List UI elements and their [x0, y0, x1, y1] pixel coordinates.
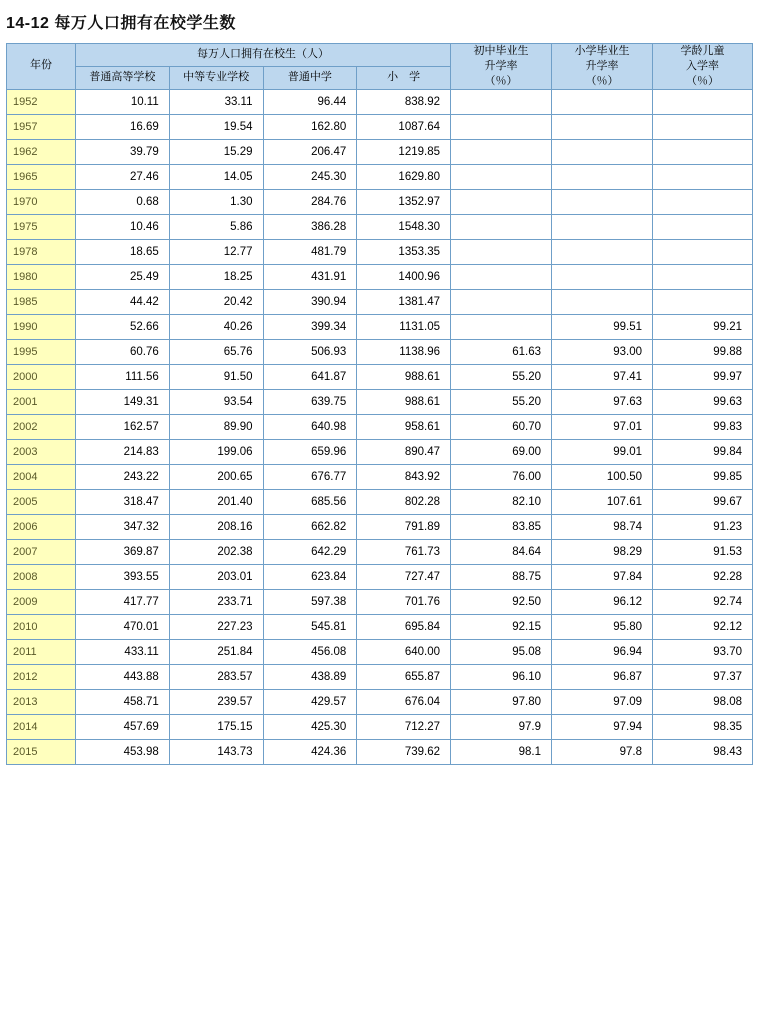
table-row	[7, 164, 753, 189]
cell-c1: 60.76	[76, 339, 170, 364]
primary-promotion-rate-line2: 升学率	[585, 59, 619, 72]
cell-c7: 97.37	[653, 664, 753, 689]
cell-c3: 545.81	[263, 614, 357, 639]
cell-c7	[653, 139, 753, 164]
cell-c3: 284.76	[263, 189, 357, 214]
cell-c1: 433.11	[76, 639, 170, 664]
cell-c4: 1138.96	[357, 339, 451, 364]
cell-c1: 214.83	[76, 439, 170, 464]
table-row	[7, 289, 753, 314]
cell-c3: 662.82	[263, 514, 357, 539]
cell-c5: 84.64	[451, 539, 552, 564]
cell-c7: 99.84	[653, 439, 753, 464]
cell-c4: 1352.97	[357, 189, 451, 214]
cell-c6: 97.41	[552, 364, 653, 389]
table-row	[7, 639, 753, 664]
cell-c6	[552, 189, 653, 214]
cell-year: 1990	[7, 314, 76, 339]
cell-c4: 712.27	[357, 714, 451, 739]
cell-c7	[653, 289, 753, 314]
cell-c2: 65.76	[169, 339, 263, 364]
cell-c6: 97.09	[552, 689, 653, 714]
cell-c7: 98.43	[653, 739, 753, 764]
cell-c1: 458.71	[76, 689, 170, 714]
column-header-regular-higher-education: 普通高等学校	[76, 66, 170, 89]
cell-c6: 98.74	[552, 514, 653, 539]
cell-c6	[552, 264, 653, 289]
cell-c4: 1548.30	[357, 214, 451, 239]
cell-c3: 386.28	[263, 214, 357, 239]
cell-c2: 201.40	[169, 489, 263, 514]
cell-c3: 641.87	[263, 364, 357, 389]
cell-c5: 55.20	[451, 364, 552, 389]
cell-c5: 76.00	[451, 464, 552, 489]
cell-c6: 99.51	[552, 314, 653, 339]
cell-c7: 99.83	[653, 414, 753, 439]
cell-c1: 0.68	[76, 189, 170, 214]
cell-c1: 44.42	[76, 289, 170, 314]
table-row	[7, 139, 753, 164]
cell-c1: 347.32	[76, 514, 170, 539]
table-body	[7, 89, 753, 764]
cell-c6	[552, 114, 653, 139]
cell-c2: 33.11	[169, 89, 263, 114]
table-row	[7, 364, 753, 389]
cell-c6: 97.8	[552, 739, 653, 764]
cell-c1: 149.31	[76, 389, 170, 414]
table-row	[7, 689, 753, 714]
cell-year: 2015	[7, 739, 76, 764]
cell-c3: 431.91	[263, 264, 357, 289]
cell-c3: 659.96	[263, 439, 357, 464]
cell-c2: 14.05	[169, 164, 263, 189]
cell-c4: 727.47	[357, 564, 451, 589]
table-row	[7, 539, 753, 564]
cell-c4: 761.73	[357, 539, 451, 564]
cell-c5: 97.9	[451, 714, 552, 739]
cell-c1: 25.49	[76, 264, 170, 289]
cell-c2: 18.25	[169, 264, 263, 289]
cell-c3: 162.80	[263, 114, 357, 139]
cell-c6: 96.94	[552, 639, 653, 664]
cell-c1: 369.87	[76, 539, 170, 564]
table-row	[7, 339, 753, 364]
cell-c1: 318.47	[76, 489, 170, 514]
cell-c3: 96.44	[263, 89, 357, 114]
statistics-table	[6, 43, 753, 765]
cell-c3: 623.84	[263, 564, 357, 589]
cell-c7	[653, 164, 753, 189]
cell-year: 1975	[7, 214, 76, 239]
cell-c3: 206.47	[263, 139, 357, 164]
cell-c5: 98.1	[451, 739, 552, 764]
column-header-school-age-enrollment-rate	[653, 44, 753, 90]
cell-c6: 98.29	[552, 539, 653, 564]
cell-c5	[451, 239, 552, 264]
enrollment-rate-line2: 入学率	[686, 59, 719, 72]
cell-c7: 92.12	[653, 614, 753, 639]
cell-c6	[552, 139, 653, 164]
cell-c1: 453.98	[76, 739, 170, 764]
cell-c7: 92.74	[653, 589, 753, 614]
cell-c7	[653, 239, 753, 264]
cell-c2: 12.77	[169, 239, 263, 264]
primary-promotion-rate-line1: 小学毕业生	[574, 45, 630, 57]
cell-c1: 39.79	[76, 139, 170, 164]
cell-c7: 99.85	[653, 464, 753, 489]
cell-c6	[552, 164, 653, 189]
cell-c3: 424.36	[263, 739, 357, 764]
cell-c6: 97.01	[552, 414, 653, 439]
table-row	[7, 264, 753, 289]
cell-c1: 10.46	[76, 214, 170, 239]
cell-c2: 199.06	[169, 439, 263, 464]
cell-c7: 91.53	[653, 539, 753, 564]
cell-c3: 642.29	[263, 539, 357, 564]
cell-c4: 1381.47	[357, 289, 451, 314]
cell-c4: 1629.80	[357, 164, 451, 189]
table-row	[7, 664, 753, 689]
cell-c2: 20.42	[169, 289, 263, 314]
cell-c2: 239.57	[169, 689, 263, 714]
cell-year: 1965	[7, 164, 76, 189]
cell-c4: 958.61	[357, 414, 451, 439]
cell-c4: 838.92	[357, 89, 451, 114]
cell-c7: 91.23	[653, 514, 753, 539]
cell-c6: 97.63	[552, 389, 653, 414]
cell-c4: 843.92	[357, 464, 451, 489]
cell-c5	[451, 214, 552, 239]
table-row	[7, 214, 753, 239]
cell-c1: 52.66	[76, 314, 170, 339]
table-row	[7, 239, 753, 264]
cell-year: 2011	[7, 639, 76, 664]
table-row	[7, 614, 753, 639]
cell-c1: 457.69	[76, 714, 170, 739]
cell-c3: 245.30	[263, 164, 357, 189]
cell-c7	[653, 214, 753, 239]
cell-c7	[653, 89, 753, 114]
cell-c5: 82.10	[451, 489, 552, 514]
cell-c7: 98.35	[653, 714, 753, 739]
cell-c7	[653, 264, 753, 289]
cell-c1: 417.77	[76, 589, 170, 614]
cell-c3: 639.75	[263, 389, 357, 414]
junior-promotion-rate-line1: 初中毕业生	[473, 45, 529, 57]
cell-c7	[653, 114, 753, 139]
cell-c1: 162.57	[76, 414, 170, 439]
cell-c4: 1219.85	[357, 139, 451, 164]
cell-c5: 96.10	[451, 664, 552, 689]
cell-c4: 791.89	[357, 514, 451, 539]
cell-c1: 10.11	[76, 89, 170, 114]
cell-c2: 40.26	[169, 314, 263, 339]
cell-year: 1985	[7, 289, 76, 314]
cell-c7: 98.08	[653, 689, 753, 714]
cell-c4: 655.87	[357, 664, 451, 689]
cell-c6	[552, 289, 653, 314]
cell-c3: 425.30	[263, 714, 357, 739]
cell-c4: 739.62	[357, 739, 451, 764]
cell-c4: 802.28	[357, 489, 451, 514]
cell-c1: 18.65	[76, 239, 170, 264]
column-header-primary-school: 小 学	[357, 66, 451, 89]
cell-c5	[451, 89, 552, 114]
cell-c2: 93.54	[169, 389, 263, 414]
cell-year: 2014	[7, 714, 76, 739]
cell-c4: 1087.64	[357, 114, 451, 139]
cell-c3: 390.94	[263, 289, 357, 314]
cell-c5: 55.20	[451, 389, 552, 414]
cell-year: 1952	[7, 89, 76, 114]
cell-year: 2013	[7, 689, 76, 714]
cell-c7: 99.88	[653, 339, 753, 364]
cell-c4: 695.84	[357, 614, 451, 639]
cell-c1: 27.46	[76, 164, 170, 189]
cell-c4: 701.76	[357, 589, 451, 614]
cell-c5: 83.85	[451, 514, 552, 539]
cell-c5	[451, 114, 552, 139]
table-row	[7, 739, 753, 764]
cell-c5: 61.63	[451, 339, 552, 364]
cell-c5: 95.08	[451, 639, 552, 664]
cell-c5	[451, 139, 552, 164]
cell-c6: 97.84	[552, 564, 653, 589]
cell-year: 2010	[7, 614, 76, 639]
cell-year: 1962	[7, 139, 76, 164]
cell-c4: 1400.96	[357, 264, 451, 289]
cell-c2: 91.50	[169, 364, 263, 389]
primary-promotion-rate-line3: （％）	[585, 74, 619, 87]
cell-c5: 92.15	[451, 614, 552, 639]
cell-c3: 506.93	[263, 339, 357, 364]
cell-c3: 399.34	[263, 314, 357, 339]
cell-c6: 99.01	[552, 439, 653, 464]
cell-c1: 243.22	[76, 464, 170, 489]
table-row	[7, 589, 753, 614]
cell-c5: 88.75	[451, 564, 552, 589]
cell-c2: 200.65	[169, 464, 263, 489]
column-header-regular-secondary: 普通中学	[263, 66, 357, 89]
cell-year: 2002	[7, 414, 76, 439]
cell-c4: 1353.35	[357, 239, 451, 264]
cell-c5: 97.80	[451, 689, 552, 714]
column-header-primary-promotion-rate	[552, 44, 653, 90]
cell-c6: 93.00	[552, 339, 653, 364]
cell-c2: 233.71	[169, 589, 263, 614]
cell-c2: 19.54	[169, 114, 263, 139]
cell-c7: 99.63	[653, 389, 753, 414]
cell-year: 2004	[7, 464, 76, 489]
cell-c7	[653, 189, 753, 214]
table-row	[7, 389, 753, 414]
junior-promotion-rate-line3: （％）	[484, 74, 518, 87]
cell-c5	[451, 314, 552, 339]
cell-c2: 202.38	[169, 539, 263, 564]
table-row	[7, 439, 753, 464]
cell-c4: 1131.05	[357, 314, 451, 339]
cell-c3: 640.98	[263, 414, 357, 439]
cell-c2: 5.86	[169, 214, 263, 239]
cell-c6	[552, 214, 653, 239]
cell-c3: 429.57	[263, 689, 357, 714]
table-row	[7, 89, 753, 114]
enrollment-rate-line3: （％）	[686, 74, 719, 87]
cell-c6: 100.50	[552, 464, 653, 489]
column-header-year: 年份	[7, 44, 76, 90]
column-group-header-per10k: 每万人口拥有在校生（人）	[76, 44, 451, 67]
enrollment-rate-line1: 学龄儿童	[680, 45, 725, 57]
cell-c2: 89.90	[169, 414, 263, 439]
cell-c2: 251.84	[169, 639, 263, 664]
cell-c3: 597.38	[263, 589, 357, 614]
column-header-secondary-specialized: 中等专业学校	[169, 66, 263, 89]
cell-year: 2000	[7, 364, 76, 389]
cell-c4: 988.61	[357, 389, 451, 414]
table-row	[7, 464, 753, 489]
cell-c4: 676.04	[357, 689, 451, 714]
cell-c2: 1.30	[169, 189, 263, 214]
cell-c6: 107.61	[552, 489, 653, 514]
table-row	[7, 489, 753, 514]
cell-c3: 456.08	[263, 639, 357, 664]
cell-c7: 99.67	[653, 489, 753, 514]
cell-c6	[552, 239, 653, 264]
cell-c6: 96.87	[552, 664, 653, 689]
header-row-1	[7, 44, 753, 67]
table-row	[7, 414, 753, 439]
cell-year: 1995	[7, 339, 76, 364]
cell-c4: 640.00	[357, 639, 451, 664]
cell-year: 1980	[7, 264, 76, 289]
cell-c1: 111.56	[76, 364, 170, 389]
cell-year: 2005	[7, 489, 76, 514]
cell-c7: 93.70	[653, 639, 753, 664]
cell-year: 1957	[7, 114, 76, 139]
column-header-junior-promotion-rate	[451, 44, 552, 90]
cell-c5	[451, 289, 552, 314]
cell-c2: 227.23	[169, 614, 263, 639]
cell-c2: 283.57	[169, 664, 263, 689]
table-row	[7, 514, 753, 539]
cell-c3: 676.77	[263, 464, 357, 489]
cell-year: 2008	[7, 564, 76, 589]
cell-year: 2007	[7, 539, 76, 564]
cell-c5: 60.70	[451, 414, 552, 439]
cell-c5: 92.50	[451, 589, 552, 614]
table-row	[7, 714, 753, 739]
table-row	[7, 564, 753, 589]
cell-c7: 99.21	[653, 314, 753, 339]
cell-c7: 92.28	[653, 564, 753, 589]
cell-c5: 69.00	[451, 439, 552, 464]
cell-c3: 685.56	[263, 489, 357, 514]
cell-c4: 890.47	[357, 439, 451, 464]
cell-c6: 97.94	[552, 714, 653, 739]
table-header	[7, 44, 753, 90]
page-title: 14-12 每万人口拥有在校学生数	[6, 15, 236, 32]
table-row	[7, 114, 753, 139]
cell-c1: 393.55	[76, 564, 170, 589]
cell-c5	[451, 164, 552, 189]
table-row	[7, 189, 753, 214]
junior-promotion-rate-line2: 升学率	[484, 59, 518, 72]
table-row	[7, 314, 753, 339]
cell-c4: 988.61	[357, 364, 451, 389]
cell-c3: 481.79	[263, 239, 357, 264]
cell-c6	[552, 89, 653, 114]
cell-c3: 438.89	[263, 664, 357, 689]
cell-c2: 15.29	[169, 139, 263, 164]
cell-year: 2012	[7, 664, 76, 689]
cell-year: 1970	[7, 189, 76, 214]
cell-c2: 175.15	[169, 714, 263, 739]
cell-c1: 443.88	[76, 664, 170, 689]
cell-c1: 470.01	[76, 614, 170, 639]
cell-year: 1978	[7, 239, 76, 264]
cell-c1: 16.69	[76, 114, 170, 139]
cell-c5	[451, 189, 552, 214]
cell-c6: 95.80	[552, 614, 653, 639]
cell-year: 2003	[7, 439, 76, 464]
cell-year: 2001	[7, 389, 76, 414]
cell-c7: 99.97	[653, 364, 753, 389]
cell-c6: 96.12	[552, 589, 653, 614]
cell-c5	[451, 264, 552, 289]
cell-c2: 203.01	[169, 564, 263, 589]
cell-c2: 143.73	[169, 739, 263, 764]
cell-c2: 208.16	[169, 514, 263, 539]
cell-year: 2009	[7, 589, 76, 614]
cell-year: 2006	[7, 514, 76, 539]
